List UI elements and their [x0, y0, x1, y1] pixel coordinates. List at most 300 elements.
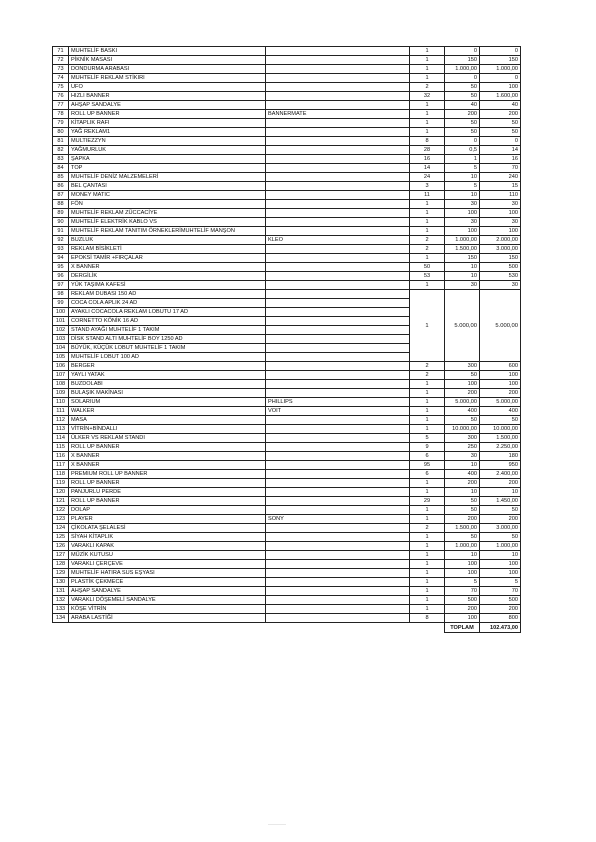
row-number: 108	[53, 380, 69, 389]
table-row	[53, 110, 521, 119]
table-row	[53, 173, 521, 182]
item-quantity: 16	[410, 155, 445, 164]
table-row	[53, 488, 521, 497]
table-row	[53, 65, 521, 74]
item-brand	[266, 470, 410, 479]
item-brand	[266, 308, 410, 317]
row-number: 118	[53, 470, 69, 479]
item-name: BÜYÜK, KÜÇÜK LOBUT MUHTELİF 1 TAKIM	[69, 344, 266, 353]
row-number: 112	[53, 416, 69, 425]
item-name: KÖŞE VİTRİN	[69, 605, 266, 614]
row-number: 134	[53, 614, 69, 623]
table-row	[53, 461, 521, 470]
item-quantity: 1	[410, 281, 445, 290]
item-total: 800	[480, 614, 521, 623]
item-quantity: 1	[410, 101, 445, 110]
table-row	[53, 452, 521, 461]
table-row	[53, 596, 521, 605]
item-name: MUHTELİF REKLAM STİKIRI	[69, 74, 266, 83]
item-total: 100	[480, 209, 521, 218]
item-unit-price: 30	[445, 281, 480, 290]
item-quantity: 1	[410, 416, 445, 425]
item-name: FÖN	[69, 200, 266, 209]
item-brand	[266, 389, 410, 398]
item-unit-price: 5	[445, 164, 480, 173]
row-number: 132	[53, 596, 69, 605]
table-row	[53, 272, 521, 281]
item-brand: PHILLIPS	[266, 398, 410, 407]
item-quantity: 1	[410, 533, 445, 542]
item-total: 240	[480, 173, 521, 182]
item-unit-price: 0,5	[445, 146, 480, 155]
item-name: ROLL UP BANNER	[69, 497, 266, 506]
row-number: 90	[53, 218, 69, 227]
item-brand	[266, 380, 410, 389]
item-quantity: 6	[410, 470, 445, 479]
item-total: 200	[480, 515, 521, 524]
row-number: 128	[53, 560, 69, 569]
table-row	[53, 218, 521, 227]
item-unit-price: 300	[445, 362, 480, 371]
item-quantity: 1	[410, 398, 445, 407]
item-brand	[266, 497, 410, 506]
table-row	[53, 182, 521, 191]
item-name: COCA COLA APLIK 24 AD	[69, 299, 266, 308]
item-quantity: 1	[410, 128, 445, 137]
item-quantity: 1	[410, 596, 445, 605]
item-brand	[266, 74, 410, 83]
item-unit-price: 50	[445, 371, 480, 380]
table-row	[53, 137, 521, 146]
item-quantity: 8	[410, 137, 445, 146]
item-unit-price: 50	[445, 416, 480, 425]
item-name: REKLAM DUBASI 150 AD	[69, 290, 266, 299]
item-unit-price: 150	[445, 254, 480, 263]
item-brand	[266, 299, 410, 308]
item-brand	[266, 434, 410, 443]
row-number: 122	[53, 506, 69, 515]
row-number: 124	[53, 524, 69, 533]
item-unit-price: 50	[445, 83, 480, 92]
item-name: HIZLI BANNER	[69, 92, 266, 101]
item-unit-price: 50	[445, 119, 480, 128]
item-unit-price: 40	[445, 101, 480, 110]
item-brand	[266, 272, 410, 281]
table-row	[53, 380, 521, 389]
item-brand	[266, 92, 410, 101]
item-brand: KLEO	[266, 236, 410, 245]
item-unit-price: 250	[445, 443, 480, 452]
item-quantity: 2	[410, 362, 445, 371]
row-number: 86	[53, 182, 69, 191]
item-brand	[266, 128, 410, 137]
item-name: DONDURMA ARABASI	[69, 65, 266, 74]
item-brand	[266, 47, 410, 56]
item-name: MASA	[69, 416, 266, 425]
item-unit-price: 100	[445, 227, 480, 236]
table-row	[53, 47, 521, 56]
table-row	[53, 119, 521, 128]
item-name: ÇİKOLATA ŞELALESİ	[69, 524, 266, 533]
table-row	[53, 524, 521, 533]
item-name: CORNETTO KÖNİK 16 AD	[69, 317, 266, 326]
item-brand	[266, 119, 410, 128]
item-brand	[266, 182, 410, 191]
row-number: 117	[53, 461, 69, 470]
item-brand	[266, 425, 410, 434]
item-unit-price: 10	[445, 272, 480, 281]
item-total: 0	[480, 47, 521, 56]
item-total: 150	[480, 56, 521, 65]
item-quantity: 1	[410, 119, 445, 128]
row-number: 123	[53, 515, 69, 524]
table-row	[53, 146, 521, 155]
item-name: ROLL UP BANNER	[69, 443, 266, 452]
table-row	[53, 506, 521, 515]
item-quantity: 1	[410, 560, 445, 569]
row-number: 107	[53, 371, 69, 380]
item-unit-price: 10	[445, 263, 480, 272]
item-quantity: 1	[410, 227, 445, 236]
item-total: 100	[480, 380, 521, 389]
item-brand	[266, 191, 410, 200]
item-brand	[266, 569, 410, 578]
item-brand	[266, 353, 410, 362]
row-number: 119	[53, 479, 69, 488]
table-row	[53, 434, 521, 443]
table-row	[53, 83, 521, 92]
table-row	[53, 101, 521, 110]
item-name: AHŞAP SANDALYE	[69, 101, 266, 110]
item-total: 400	[480, 407, 521, 416]
row-number: 97	[53, 281, 69, 290]
item-name: PREMIUM ROLL UP BANNER	[69, 470, 266, 479]
item-quantity: 5	[410, 434, 445, 443]
item-unit-price: 500	[445, 596, 480, 605]
item-unit-price: 10	[445, 461, 480, 470]
item-brand: VOIT	[266, 407, 410, 416]
table-row	[53, 164, 521, 173]
item-name: MONEY MATIC	[69, 191, 266, 200]
row-number: 126	[53, 542, 69, 551]
table-row	[53, 497, 521, 506]
item-total: 180	[480, 452, 521, 461]
item-name: MÜZİK KUTUSU	[69, 551, 266, 560]
table-row	[53, 389, 521, 398]
item-quantity: 1	[410, 200, 445, 209]
item-total: 70	[480, 164, 521, 173]
item-total: 5.000,00	[480, 398, 521, 407]
item-total: 200	[480, 110, 521, 119]
item-brand	[266, 83, 410, 92]
item-quantity: 6	[410, 452, 445, 461]
row-number: 83	[53, 155, 69, 164]
table-row	[53, 407, 521, 416]
item-name: MUHTELİF DENİZ MALZEMELERİ	[69, 173, 266, 182]
table-row	[53, 281, 521, 290]
item-brand	[266, 542, 410, 551]
row-number: 92	[53, 236, 69, 245]
item-unit-price: 400	[445, 470, 480, 479]
item-total: 500	[480, 596, 521, 605]
item-unit-price: 70	[445, 587, 480, 596]
item-name: ROLL UP BANNER	[69, 110, 266, 119]
item-quantity: 1	[410, 218, 445, 227]
row-number: 101	[53, 317, 69, 326]
item-quantity: 1	[410, 542, 445, 551]
row-number: 78	[53, 110, 69, 119]
item-quantity: 1	[410, 65, 445, 74]
item-unit-price: 100	[445, 614, 480, 623]
item-total: 14	[480, 146, 521, 155]
item-quantity: 1	[410, 605, 445, 614]
item-unit-price: 100	[445, 209, 480, 218]
item-brand	[266, 200, 410, 209]
table-row	[53, 515, 521, 524]
row-number: 129	[53, 569, 69, 578]
table-row	[53, 227, 521, 236]
item-brand	[266, 281, 410, 290]
item-total: 1.450,00	[480, 497, 521, 506]
item-brand	[266, 461, 410, 470]
row-number: 102	[53, 326, 69, 335]
item-name: MUHTELİF ELEKTRİK KABLO VS	[69, 218, 266, 227]
item-brand	[266, 578, 410, 587]
item-quantity: 50	[410, 263, 445, 272]
item-quantity: 95	[410, 461, 445, 470]
item-name: VARAKLI ÇERÇEVE	[69, 560, 266, 569]
item-brand: SONY	[266, 515, 410, 524]
item-total: 50	[480, 416, 521, 425]
row-number: 85	[53, 173, 69, 182]
item-quantity: 1	[410, 254, 445, 263]
item-brand	[266, 551, 410, 560]
item-unit-price: 10	[445, 173, 480, 182]
row-number: 131	[53, 587, 69, 596]
item-brand	[266, 254, 410, 263]
item-unit-price: 200	[445, 515, 480, 524]
item-brand	[266, 227, 410, 236]
item-brand	[266, 416, 410, 425]
item-total: 100	[480, 560, 521, 569]
item-total: 100	[480, 569, 521, 578]
row-number: 79	[53, 119, 69, 128]
row-number: 113	[53, 425, 69, 434]
item-name: BEL ÇANTASI	[69, 182, 266, 191]
row-number: 75	[53, 83, 69, 92]
item-unit-price: 30	[445, 200, 480, 209]
item-name: PANJURLU PERDE	[69, 488, 266, 497]
row-number: 105	[53, 353, 69, 362]
item-quantity: 1	[410, 407, 445, 416]
item-name: PLAYER	[69, 515, 266, 524]
item-unit-price: 1.000,00	[445, 236, 480, 245]
item-total: 100	[480, 83, 521, 92]
item-unit-price: 1.500,00	[445, 245, 480, 254]
item-total: 150	[480, 254, 521, 263]
row-number: 82	[53, 146, 69, 155]
row-number: 88	[53, 200, 69, 209]
item-quantity: 3	[410, 182, 445, 191]
item-name: BULAŞIK MAKİNASI	[69, 389, 266, 398]
row-number: 121	[53, 497, 69, 506]
table-row	[53, 560, 521, 569]
row-number: 100	[53, 308, 69, 317]
item-name: YAĞ REKLAM1	[69, 128, 266, 137]
item-name: WALKER	[69, 407, 266, 416]
item-name: PİKNİK MASASI	[69, 56, 266, 65]
item-total: 70	[480, 587, 521, 596]
item-brand	[266, 146, 410, 155]
item-quantity: 2	[410, 236, 445, 245]
table-row	[53, 425, 521, 434]
item-brand	[266, 524, 410, 533]
item-unit-price: 50	[445, 128, 480, 137]
inventory-table-body	[53, 47, 521, 633]
item-quantity: 8	[410, 614, 445, 623]
item-total: 50	[480, 119, 521, 128]
item-quantity: 1	[410, 578, 445, 587]
item-quantity: 32	[410, 92, 445, 101]
row-number: 73	[53, 65, 69, 74]
item-brand	[266, 362, 410, 371]
item-brand: BANNERMATE	[266, 110, 410, 119]
item-brand	[266, 137, 410, 146]
item-brand	[266, 587, 410, 596]
item-total: 100	[480, 227, 521, 236]
item-total: 10	[480, 551, 521, 560]
item-brand	[266, 164, 410, 173]
row-number: 111	[53, 407, 69, 416]
item-name: VARAKLI KAPAK	[69, 542, 266, 551]
item-unit-price: 50	[445, 533, 480, 542]
item-name: TOP	[69, 164, 266, 173]
item-name: DERGİLİK	[69, 272, 266, 281]
item-brand	[266, 101, 410, 110]
item-name: EPOKSİ TAMİR +FIRÇALAR	[69, 254, 266, 263]
item-quantity: 2	[410, 371, 445, 380]
item-brand	[266, 596, 410, 605]
row-number: 84	[53, 164, 69, 173]
item-total: 30	[480, 281, 521, 290]
item-unit-price: 150	[445, 56, 480, 65]
item-unit-price: 50	[445, 92, 480, 101]
item-total: 200	[480, 605, 521, 614]
item-brand	[266, 614, 410, 623]
row-number: 94	[53, 254, 69, 263]
item-total: 15	[480, 182, 521, 191]
item-brand	[266, 443, 410, 452]
item-total: 100	[480, 371, 521, 380]
table-row	[53, 263, 521, 272]
row-number: 99	[53, 299, 69, 308]
item-total: 500	[480, 263, 521, 272]
item-total: 200	[480, 479, 521, 488]
item-total: 200	[480, 389, 521, 398]
item-total: 950	[480, 461, 521, 470]
total-label: TOPLAM	[445, 623, 480, 633]
table-row	[53, 470, 521, 479]
item-name: AHŞAP SANDALYE	[69, 587, 266, 596]
item-total: 50	[480, 533, 521, 542]
item-quantity: 1	[410, 425, 445, 434]
group-unit-price: 5.000,00	[445, 290, 480, 362]
item-unit-price: 30	[445, 218, 480, 227]
item-quantity: 1	[410, 587, 445, 596]
item-quantity: 24	[410, 173, 445, 182]
item-unit-price: 200	[445, 479, 480, 488]
row-number: 93	[53, 245, 69, 254]
item-quantity: 29	[410, 497, 445, 506]
item-total: 50	[480, 506, 521, 515]
item-brand	[266, 173, 410, 182]
table-row	[53, 416, 521, 425]
item-unit-price: 100	[445, 569, 480, 578]
item-name: X BANNER	[69, 263, 266, 272]
item-quantity: 1	[410, 110, 445, 119]
item-name: VARAKLI DÖŞEMELİ SANDALYE	[69, 596, 266, 605]
item-total: 2.000,00	[480, 236, 521, 245]
item-unit-price: 5	[445, 578, 480, 587]
table-row	[53, 587, 521, 596]
row-number: 125	[53, 533, 69, 542]
item-name: KİTAPLIK RAFI	[69, 119, 266, 128]
table-row	[53, 479, 521, 488]
row-number: 116	[53, 452, 69, 461]
page-footer-mark	[268, 824, 286, 825]
table-row	[53, 605, 521, 614]
item-name: X BANNER	[69, 452, 266, 461]
item-name: YAYLI YATAK	[69, 371, 266, 380]
item-brand	[266, 452, 410, 461]
item-unit-price: 0	[445, 47, 480, 56]
item-unit-price: 0	[445, 74, 480, 83]
item-total: 1.600,00	[480, 92, 521, 101]
row-number: 89	[53, 209, 69, 218]
row-number: 120	[53, 488, 69, 497]
item-brand	[266, 371, 410, 380]
item-unit-price: 10	[445, 191, 480, 200]
item-name: X BANNER	[69, 461, 266, 470]
item-unit-price: 200	[445, 110, 480, 119]
item-quantity: 9	[410, 443, 445, 452]
table-row	[53, 209, 521, 218]
item-name: ŞAPKA	[69, 155, 266, 164]
item-name: STAND AYAĞI MUHTELİF 1 TAKIM	[69, 326, 266, 335]
item-quantity: 2	[410, 524, 445, 533]
table-row	[53, 236, 521, 245]
item-unit-price: 50	[445, 506, 480, 515]
table-row	[53, 92, 521, 101]
item-name: MUHTELİF LOBUT 100 AD	[69, 353, 266, 362]
item-quantity: 1	[410, 515, 445, 524]
item-quantity: 53	[410, 272, 445, 281]
item-name: MUHTELİF REKLAM TANITIM ÖRNEKLERİMUHTELİF MANŞON	[69, 227, 266, 236]
table-row	[53, 542, 521, 551]
row-number: 110	[53, 398, 69, 407]
item-total: 2.250,00	[480, 443, 521, 452]
item-total: 600	[480, 362, 521, 371]
item-quantity: 2	[410, 245, 445, 254]
row-number: 91	[53, 227, 69, 236]
table-row	[53, 371, 521, 380]
item-name: AYAKLI COCACOLA REKLAM LOBUTU 17 AD	[69, 308, 266, 317]
item-brand	[266, 290, 410, 299]
item-total: 10.000,00	[480, 425, 521, 434]
total-spacer	[53, 623, 445, 633]
row-number: 81	[53, 137, 69, 146]
item-unit-price: 1.000,00	[445, 542, 480, 551]
